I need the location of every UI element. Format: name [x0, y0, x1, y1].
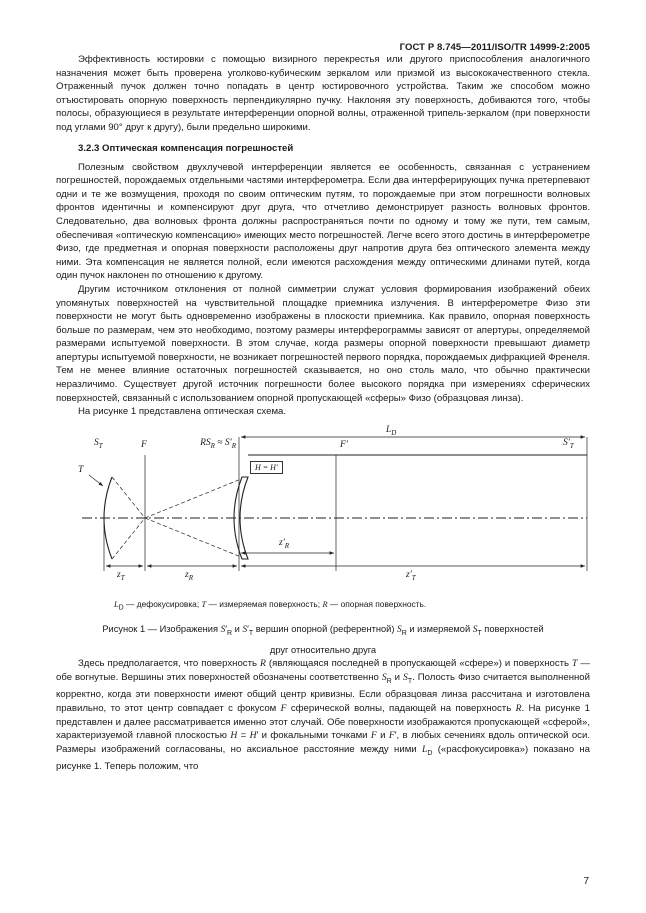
figure-label-zt-prime: $z'_T$	[406, 569, 416, 582]
paragraph-symmetry-deviation: Другим источником отклонения от полной симметрии служат условия формирования изображений обеих упомянутых поверхностей на чувствительной площадке приемника излучения. В интерферометре Физо эти поверхности не могут быть одновременно изображены в плоскости приемника. Как правило, опорная поверхность больше по размерам, чем это необходимо, поэтому размеры интерферограммы зависят от апертуры, определяемой размерами испытуемой поверхности. В этом случае, когда размеры опорной поверхности превышают диаметр апертуры испытуемой поверхности, не возникает погрешностей первого порядка, порождаемых дифракцией Френеля. Тем не менее влияние остаточных погрешностей сказывается, но оно столь мало, что обычно практически неразличимо. Существует другой источник погрешности более высокого порядка при измерениях сферических поверхностей, связанный с использованием опорной пропускающей «сферы» Физо (образцовая линза).	[56, 283, 590, 404]
paragraph-optical-compensation: Полезным свойством двухлучевой интерференции является ее особенность, связанная с устранением погрешностей, порождаемых отдельными частями интерферометра. Если два интерферирующих пучка претерпевают одни и те же возмущения, проходя по своим оптическим путям, то порождаемые при этом погрешности волновых фронтов идентичны и компенсируют друг друга, что отчетливо демонстрирует разность волновых фронтов. Следовательно, два волновых фронта должны распространяться почти по одному и тому же пути, тем самым, обеспечивая «оптическую компенсацию» имеющих место погрешностей. Легче всего этого достичь в интерферометре Физо, где предметная и опорная поверхности расположены друг напротив друга без оптического элемента между ними. Эта компенсация не является полной, если имеются расхождения между оптическими длинами путей, когда один пучок наклонен по отношению к другому.	[56, 161, 590, 282]
paragraph-alignment-check: Эффективность юстировки с помощью визирного перекрестья или другого приспособления аналогичного назначения может быть проверена уголково-кубическим зеркалом или призмой из высококачественного стекла. Отраженный пучок должен точно попадать в центр юстировочного устройства. Таким же способом можно отъюстировать опорную поверхность перпендикулярно пучку. Наклоняя эту поверхность, добиваются того, чтобы полосы, образующиеся в результате интерференции опорной волны, отраженной трипель-зеркалом (при поверхности под углами 90° друг к другу), были предельно широкими.	[56, 54, 590, 133]
figure-label-st-prime: $S'_T$	[563, 437, 574, 450]
figure-legend: $L_D$ — дефокусировка; T — измеряемая поверхность; R — опорная поверхность.	[114, 598, 427, 612]
figure-caption	[56, 622, 590, 658]
figure-label-rsr: $RS_R \approx S'_R$	[200, 437, 236, 450]
t-pointer-line	[89, 475, 103, 486]
paragraph-fizeau-cavity: Здесь предполагается, что поверхность R (являющаяся последней в пропускающей «сфере») и поверхность T — обе вогнутые. Вершины этих поверхностей обозначены соответственно $S_R$ и $S_T$. Полость Физо считается выполненной корректно, когда эти поверхности имеют общий центр кривизны. Если образцовая линза рассчитана и изготовлена правильно, то этот центр совпадает с фокусом F сферической волны, падающей на поверхность R. На рисунке 1 представлен и далее рассматривается именно этот случай. Обе поверхности изображаются пропускающей «сферой», характеризуемой главной плоскостью H = H′ и фокальными точками F и F′, в любых сечениях вдоль оптической оси. Размеры изображений согласованы, но аксиальное расстояние между ними $L_D$ («расфокусировка») показано на рисунке 1. Теперь положим, что	[56, 658, 590, 773]
doc-number-header: ГОСТ Р 8.745—2011/ISO/TR 14999-2:2005	[399, 42, 590, 53]
figure-label-h-plane: H = H′	[250, 461, 283, 474]
figure-caption-line1: Рисунок 1 — Изображения $S'_R$ и $S'_T$ вершин опорной (референтной) $S_R$ и измеряемой $S_T$ поверхностей	[102, 623, 544, 637]
figure-caption-line2: друг относительно друга	[269, 645, 377, 656]
figure-label-f-prime: F′	[340, 439, 348, 450]
figure-label-st: $S_T$	[94, 437, 103, 450]
figure-label-f: F	[141, 439, 147, 450]
page-number: 7	[583, 876, 589, 887]
figure-label-ld: $L_D$	[386, 424, 397, 437]
figure-label-zt: $z_T$	[117, 569, 125, 582]
figure-1-optical-schematic	[56, 425, 589, 595]
figure-label-t: T	[78, 464, 84, 475]
figure-label-zr: $z_R$	[185, 569, 193, 582]
schematic-drawing	[56, 425, 589, 593]
figure-label-zr-prime: $z'_R$	[279, 537, 290, 550]
section-heading-3-2-3: 3.2.3 Оптическая компенсация погрешностей	[78, 142, 294, 154]
paragraph-figure-intro: На рисунке 1 представлена оптическая схема.	[78, 406, 287, 418]
